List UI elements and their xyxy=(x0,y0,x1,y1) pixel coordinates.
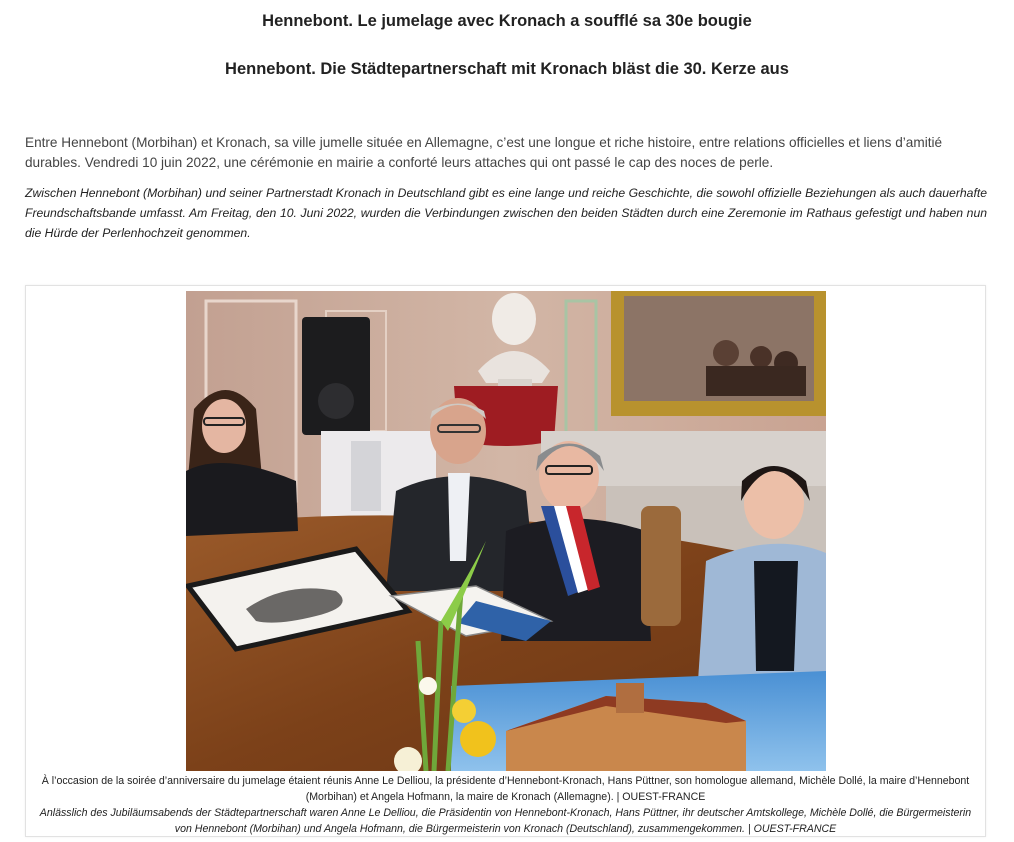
ceremony-photo xyxy=(186,291,826,771)
bust-head xyxy=(492,293,536,345)
caption-de-line1: Anlässlich des Jubiläumsabends der Städtepartnerschaft waren Anne Le Delliou, die Präsidentin von Hennebont-Kronach, Hans Püttner, ihr deutscher Amtskollege, Michèle Dollé, die Bürgermeisterin xyxy=(39,807,972,819)
shelf-drawer xyxy=(351,441,381,511)
bust-pedestal xyxy=(498,379,532,387)
photo-figure xyxy=(25,285,986,837)
yellow-flower xyxy=(460,721,496,757)
mirror-reflection xyxy=(750,346,772,368)
mirror-reflection xyxy=(713,340,739,366)
caption-fr-line2: (Morbihan) et Angela Hofmann, la maire de Kronach (Allemagne). | OUEST-FRANCE xyxy=(305,791,706,803)
caption-fr-line1: À l’occasion de la soirée d’anniversaire du jumelage étaient réunis Anne Le Delliou, la présidente d’Hennebont-Kronach, Hans Püttner, son homologue allemand, Michèle Dollé, la maire d’Hennebont xyxy=(41,775,970,787)
intro-paragraph-fr: Entre Hennebont (Morbihan) et Kronach, sa ville jumelle située en Allemagne, c’est une longue et riche histoire, entre relations officielles et liens d’amitié durables. Vendredi 10 juin 2022, une cérémonie en mairie a conforté leurs attaches qui ont passé le cap des noces de perle. xyxy=(25,135,943,170)
chair-back xyxy=(641,506,681,626)
article-title-de: Hennebont. Die Städtepartnerschaft mit Kronach bläst die 30. Kerze aus xyxy=(225,60,789,78)
article-title-fr: Hennebont. Le jumelage avec Kronach a soufflé sa 30e bougie xyxy=(262,12,752,30)
intro-paragraph-de: Zwischen Hennebont (Morbihan) und seiner Partnerstadt Kronach in Deutschland gibt es eine lange und reiche Geschichte, die sowohl offizielle Beziehungen als auch dauerhafte Freundschaftsbande umfasst. Am Freitag, den 10. Juni 2022, wurden die Verbindungen zwischen den beiden Städten durch eine Zeremonie im Rathaus gefestigt und haben nun die Hürde der Perlenhochzeit genommen. xyxy=(25,186,987,240)
mirror-reflection xyxy=(706,366,806,396)
white-flower xyxy=(419,677,437,695)
photo-caption-de xyxy=(32,805,979,837)
person-right-top xyxy=(754,561,798,671)
kronach-tower xyxy=(616,683,644,713)
caption-de-line2: von Hennebont (Morbihan) und Angela Hofmann, die Bürgermeisterin von Kronach (Deutschland), zusammengekommen. | OUEST-FRANCE xyxy=(174,823,837,835)
yellow-flower xyxy=(452,699,476,723)
photo-caption-fr xyxy=(32,773,979,805)
speaker-cone xyxy=(318,383,354,419)
